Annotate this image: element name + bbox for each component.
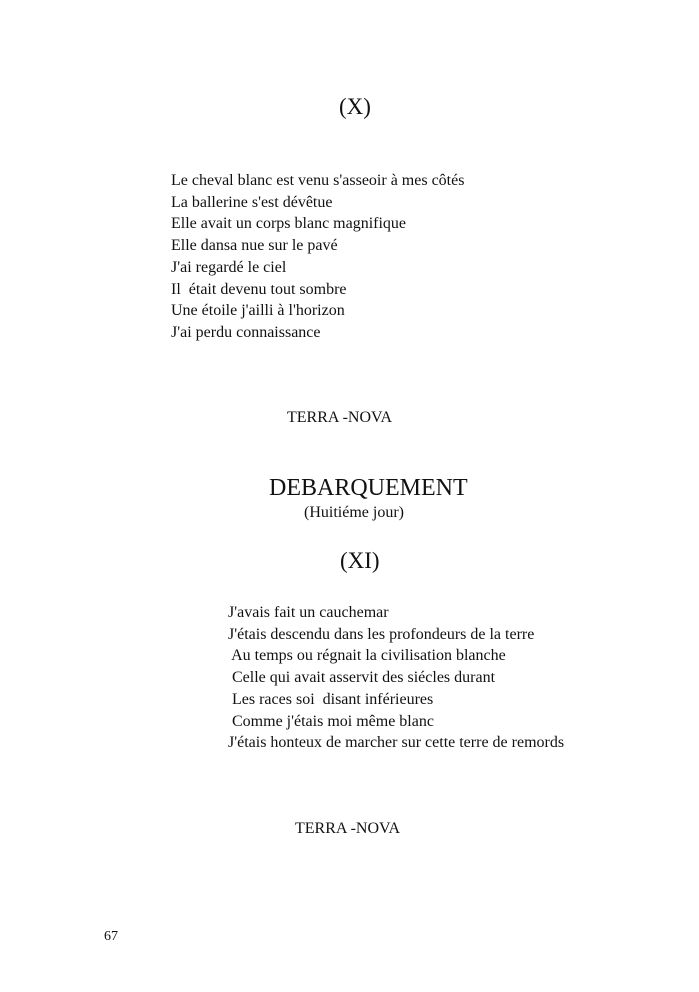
poem-line: Le cheval blanc est venu s'asseoir à mes côtés [171, 172, 465, 189]
page-number: 67 [104, 929, 118, 944]
poem-xi-signature: TERRA -NOVA [295, 820, 401, 837]
poem-line: Une étoile j'ailli à l'horizon [171, 302, 345, 320]
section-subtitle: (Huitiéme jour) [304, 504, 404, 521]
poem-line: J'avais fait un cauchemar [228, 604, 389, 621]
poem-line: Elle dansa nue sur le pavé [171, 237, 338, 255]
poem-line: Comme j'étais moi même blanc [228, 712, 434, 730]
section-title: DEBARQUEMENT [269, 475, 468, 501]
poem-line: Il était devenu tout sombre [171, 280, 347, 298]
poem-xi-body [228, 602, 564, 754]
poem-x-numeral: (X) [339, 94, 371, 119]
poem-line: Elle avait un corps blanc magnifique [171, 215, 407, 233]
poem-line: Au temps ou régnait la civilisation blanche [228, 647, 506, 665]
poem-line: J'étais descendu dans les profondeurs de la terre [228, 625, 535, 643]
poem-line: La ballerine s'est dévêtue [171, 193, 333, 211]
poem-line: J'étais honteux de marcher sur cette terre de remords [228, 734, 565, 752]
poem-line: Les races soi disant inférieures [228, 690, 434, 708]
poem-xi-numeral: (XI) [340, 548, 380, 573]
poem-line: J'ai perdu connaissance [171, 323, 321, 341]
poem-x-body [171, 170, 464, 344]
poem-line: J'ai regardé le ciel [171, 258, 287, 276]
poem-x-signature: TERRA -NOVA [287, 409, 393, 426]
poem-line: Celle qui avait asservit des siécles durant [228, 669, 496, 687]
